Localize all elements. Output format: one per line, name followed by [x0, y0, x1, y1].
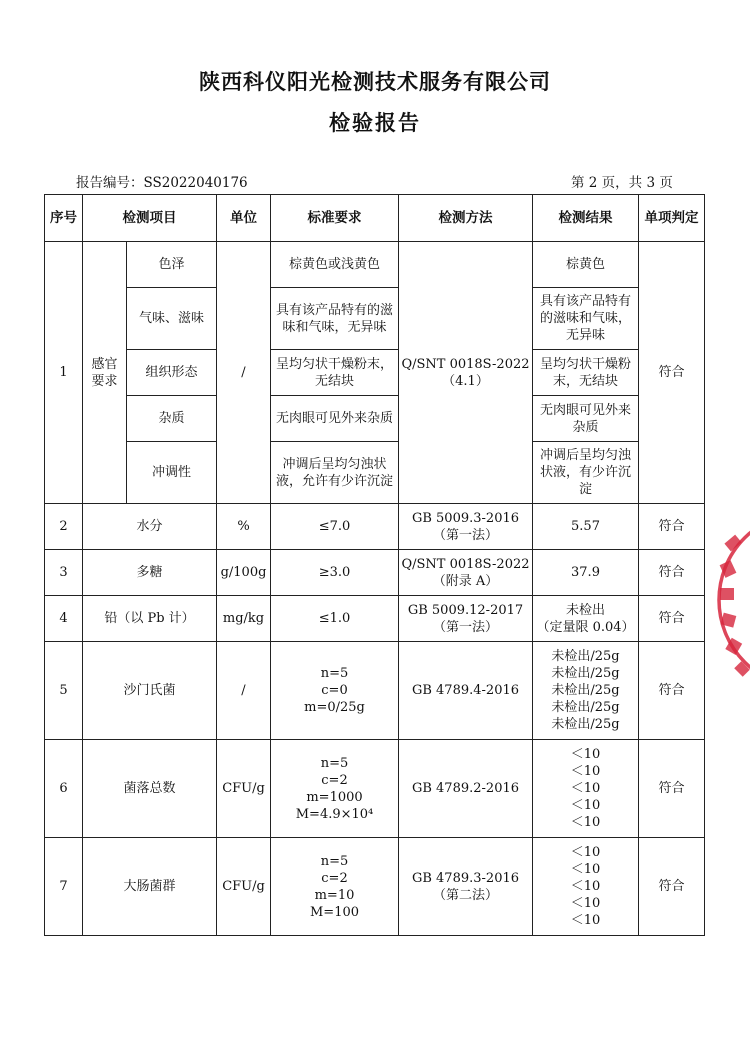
cell-requirement: 呈均匀状干燥粉末，无结块 — [271, 350, 399, 396]
cell-item: 菌落总数 — [83, 740, 217, 838]
cell-no: 5 — [45, 642, 83, 740]
page-info: 第 2 页，共 3 页 — [571, 175, 673, 191]
cell-item: 铅（以 Pb 计） — [83, 596, 217, 642]
cell-result: 37.9 — [533, 550, 639, 596]
cell-no: 7 — [45, 838, 83, 936]
table-row — [45, 242, 705, 288]
cell-subitem: 杂质 — [127, 396, 217, 442]
table-row — [45, 642, 705, 740]
cell-requirement: 具有该产品特有的滋味和气味，无异味 — [271, 288, 399, 350]
seal-mark — [720, 588, 734, 600]
seal-stamp-glyphs — [720, 535, 750, 677]
cell-requirement: ≤1.0 — [271, 596, 399, 642]
cell-result: 具有该产品特有的滋味和气味，无异味 — [533, 288, 639, 350]
inspection-table — [44, 194, 705, 936]
cell-verdict: 符合 — [639, 838, 705, 936]
cell-no: 6 — [45, 740, 83, 838]
header-unit: 单位 — [217, 195, 271, 242]
cell-unit: mg/kg — [217, 596, 271, 642]
cell-no: 3 — [45, 550, 83, 596]
cell-unit: % — [217, 504, 271, 550]
table-row — [45, 740, 705, 838]
cell-unit: g/100g — [217, 550, 271, 596]
cell-verdict: 符合 — [639, 740, 705, 838]
header-verdict: 单项判定 — [639, 195, 705, 242]
cell-method: Q/SNT 0018S-2022 （4.1） — [399, 242, 533, 504]
cell-subitem: 色泽 — [127, 242, 217, 288]
cell-result: 未检出 （定量限 0.04） — [533, 596, 639, 642]
cell-verdict: 符合 — [639, 550, 705, 596]
table-row — [45, 442, 705, 504]
cell-unit: / — [217, 642, 271, 740]
cell-no: 1 — [45, 242, 83, 504]
header-result: 检测结果 — [533, 195, 639, 242]
cell-verdict: 符合 — [639, 242, 705, 504]
cell-method: Q/SNT 0018S-2022 （附录 A） — [399, 550, 533, 596]
table-row — [45, 350, 705, 396]
header-no: 序号 — [45, 195, 83, 242]
table-row — [45, 838, 705, 936]
header-item: 检测项目 — [83, 195, 217, 242]
table-row — [45, 288, 705, 350]
cell-item: 大肠菌群 — [83, 838, 217, 936]
table-row — [45, 550, 705, 596]
cell-item: 水分 — [83, 504, 217, 550]
table-row — [45, 504, 705, 550]
cell-result: 冲调后呈均匀浊状液，有少许沉淀 — [533, 442, 639, 504]
header-method: 检测方法 — [399, 195, 533, 242]
table-row — [45, 596, 705, 642]
cell-result: 5.57 — [533, 504, 639, 550]
cell-subitem: 冲调性 — [127, 442, 217, 504]
table-row — [45, 396, 705, 442]
cell-requirement: 棕黄色或浅黄色 — [271, 242, 399, 288]
cell-verdict: 符合 — [639, 642, 705, 740]
cell-method: GB 5009.3-2016 （第一法） — [399, 504, 533, 550]
cell-unit: CFU/g — [217, 740, 271, 838]
cell-requirement: n=5 c=0 m=0/25g — [271, 642, 399, 740]
cell-result: 棕黄色 — [533, 242, 639, 288]
report-number: 报告编号：SS2022040176 — [76, 175, 248, 191]
cell-subitem: 组织形态 — [127, 350, 217, 396]
cell-subitem: 气味、滋味 — [127, 288, 217, 350]
cell-unit: / — [217, 242, 271, 504]
cell-method: GB 4789.2-2016 — [399, 740, 533, 838]
cell-item: 多糖 — [83, 550, 217, 596]
cell-result: 呈均匀状干燥粉末，无结块 — [533, 350, 639, 396]
cell-requirement: 无肉眼可见外来杂质 — [271, 396, 399, 442]
cell-unit: CFU/g — [217, 838, 271, 936]
cell-result: ＜10 ＜10 ＜10 ＜10 ＜10 — [533, 740, 639, 838]
table-header-row — [45, 195, 705, 242]
cell-requirement: n=5 c=2 m=10 M=100 — [271, 838, 399, 936]
report-title: 检验报告 — [329, 111, 421, 135]
cell-result: 未检出/25g 未检出/25g 未检出/25g 未检出/25g 未检出/25g — [533, 642, 639, 740]
cell-requirement: ≤7.0 — [271, 504, 399, 550]
cell-category: 感官 要求 — [83, 242, 127, 504]
cell-no: 4 — [45, 596, 83, 642]
cell-requirement: 冲调后呈均匀浊状液，允许有少许沉淀 — [271, 442, 399, 504]
cell-result: ＜10 ＜10 ＜10 ＜10 ＜10 — [533, 838, 639, 936]
company-name: 陕西科仪阳光检测技术服务有限公司 — [199, 70, 551, 94]
cell-requirement: ≥3.0 — [271, 550, 399, 596]
cell-requirement: n=5 c=2 m=1000 M=4.9×10⁴ — [271, 740, 399, 838]
seal-stamp — [712, 480, 750, 720]
cell-item: 沙门氏菌 — [83, 642, 217, 740]
cell-verdict: 符合 — [639, 504, 705, 550]
cell-no: 2 — [45, 504, 83, 550]
cell-method: GB 4789.4-2016 — [399, 642, 533, 740]
seal-mark — [724, 535, 741, 552]
header-requirement: 标准要求 — [271, 195, 399, 242]
cell-method: GB 4789.3-2016 （第二法） — [399, 838, 533, 936]
cell-result: 无肉眼可见外来杂质 — [533, 396, 639, 442]
cell-verdict: 符合 — [639, 596, 705, 642]
cell-method: GB 5009.12-2017 （第一法） — [399, 596, 533, 642]
